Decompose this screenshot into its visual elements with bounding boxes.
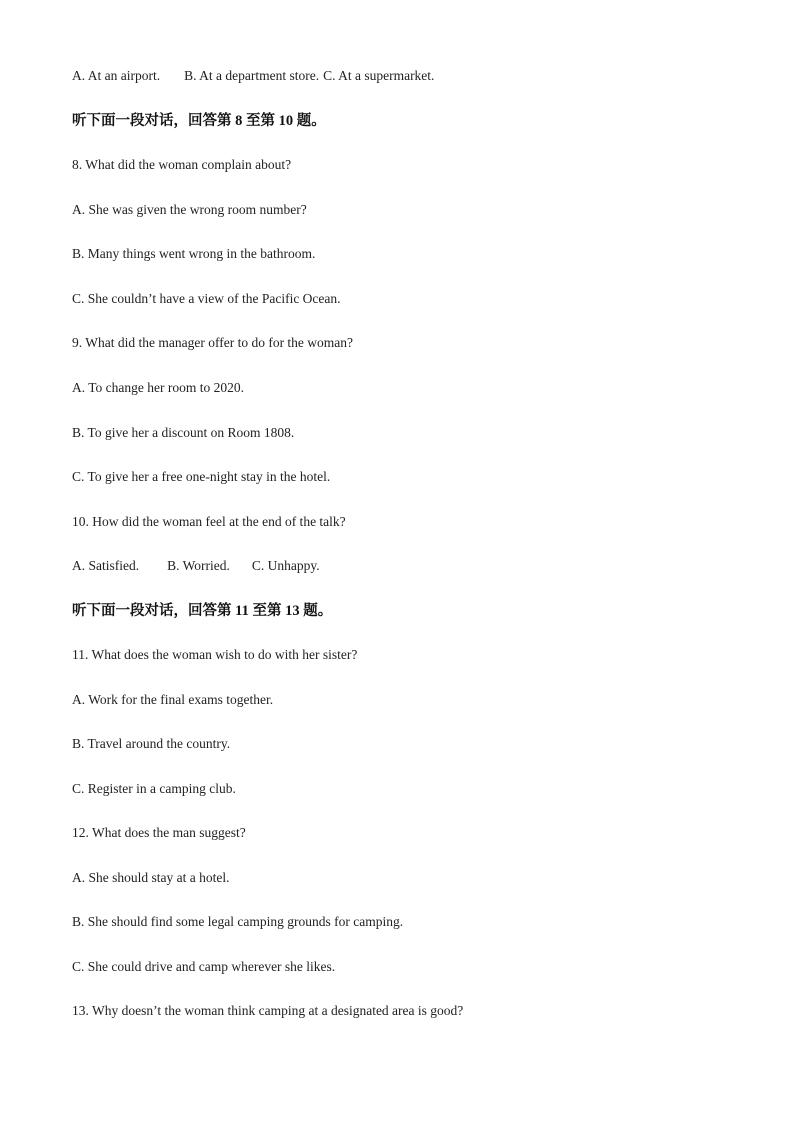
q10-question: 10. How did the woman feel at the end of the talk? [72,514,346,529]
q11-option-a: A. Work for the final exams together. [72,692,274,707]
q12-option-c: C. She could drive and camp wherever she likes. [72,959,336,974]
q11-option-b: B. Travel around the country. [72,736,231,751]
q7-option-c: C. At a supermarket. [323,68,435,83]
section-heading-8-10: 听下面一段对话，回答第 8 至第 10 题。 [72,113,326,129]
q10-option-a: A. Satisfied. [72,558,140,573]
q9-option-c: C. To give her a free one-night stay in the hotel. [72,469,331,484]
q12-option-b: B. She should find some legal camping grounds for camping. [72,914,404,929]
q10-options-row [72,557,320,575]
q12-question: 12. What does the man suggest? [72,825,246,840]
q11-question: 11. What does the woman wish to do with her sister? [72,647,358,662]
q8-option-a: A. She was given the wrong room number? [72,202,307,217]
q7-option-a: A. At an airport. [72,68,161,83]
q9-option-b: B. To give her a discount on Room 1808. [72,425,295,440]
q13-question: 13. Why doesn’t the woman think camping at a designated area is good? [72,1003,464,1018]
q8-option-c: C. She couldn’t have a view of the Pacific Ocean. [72,291,341,306]
q10-option-c: C. Unhappy. [251,558,320,573]
q8-question: 8. What did the woman complain about? [72,157,292,172]
q8-option-b: B. Many things went wrong in the bathroom. [72,246,316,261]
q7-options-row [72,67,434,85]
q9-option-a: A. To change her room to 2020. [72,380,245,395]
q9-question: 9. What did the manager offer to do for the woman? [72,335,354,350]
q7-option-b: B. At a department store. [184,68,320,83]
q11-option-c: C. Register in a camping club. [72,781,236,796]
q10-option-b: B. Worried. [167,558,230,573]
section-heading-11-13: 听下面一段对话，回答第 11 至第 13 题。 [72,603,333,619]
q12-option-a: A. She should stay at a hotel. [72,870,230,885]
